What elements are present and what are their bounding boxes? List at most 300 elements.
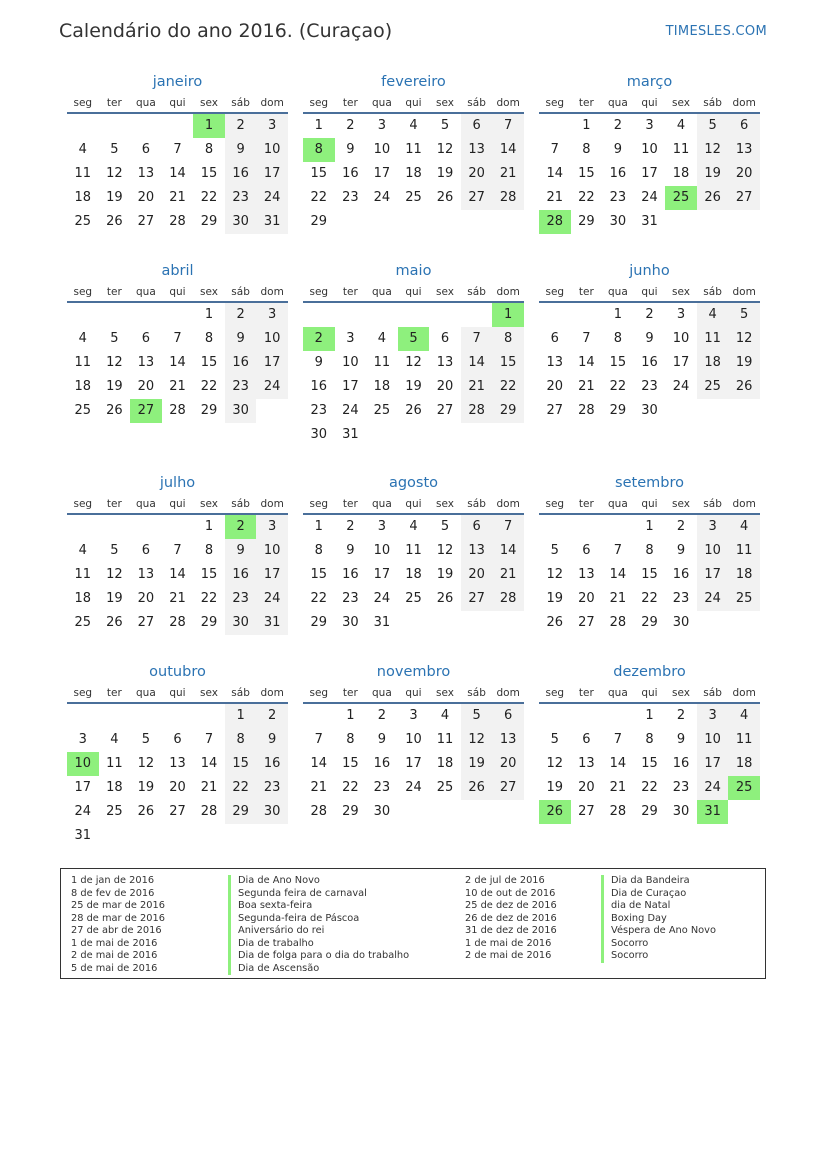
- day-cell: 6: [582, 543, 591, 558]
- day-cell: 23: [256, 776, 288, 800]
- day-cell: 2: [613, 118, 623, 133]
- day-cell: 9: [346, 543, 355, 558]
- month-name: novembro: [376, 664, 451, 680]
- day-cell: 17: [697, 563, 729, 587]
- day-cell: 20: [492, 752, 524, 776]
- day-cell: 8: [582, 142, 591, 157]
- day-cell: 3: [377, 118, 387, 133]
- day-cell: 14: [609, 567, 627, 582]
- week-row: [539, 375, 760, 399]
- empty-cell: [429, 303, 461, 327]
- day-cell: 5: [728, 303, 760, 327]
- weekday-label: ter: [342, 286, 358, 298]
- day-cell: 3: [676, 307, 686, 322]
- day-cell: 29: [200, 615, 218, 630]
- weekday-label: qui: [405, 286, 422, 298]
- week-row: [303, 539, 524, 563]
- empty-cell: [571, 515, 603, 539]
- day-cell: 22: [609, 379, 627, 394]
- day-cell: 7: [582, 331, 591, 346]
- day-cell: 5: [110, 142, 119, 157]
- weekday-label: sáb: [467, 97, 486, 109]
- day-cell: 18: [697, 351, 729, 375]
- day-cell: 10: [697, 539, 729, 563]
- day-cell: 6: [173, 732, 182, 747]
- month-maio: [303, 261, 524, 447]
- day-cell: 3: [78, 732, 87, 747]
- week-row: [67, 351, 288, 375]
- day-cell: 25: [405, 591, 422, 606]
- day-cell: 9: [225, 138, 257, 162]
- weekday-label: dom: [496, 687, 520, 699]
- day-cell: 2: [645, 307, 654, 322]
- day-cell: 10: [641, 142, 658, 157]
- week-row: [67, 824, 288, 848]
- holiday-legend: [60, 868, 766, 979]
- day-cell: 29: [200, 214, 218, 229]
- day-cell: 16: [310, 379, 328, 394]
- day-cell: 8: [204, 142, 214, 157]
- day-cell: 15: [200, 355, 218, 370]
- weekday-header: [67, 682, 288, 704]
- week-row: [539, 138, 760, 162]
- week-row: [67, 114, 288, 138]
- day-cell: 13: [137, 166, 155, 181]
- day-cell: 17: [342, 379, 359, 394]
- day-cell: 14: [609, 756, 627, 771]
- empty-cell: [697, 210, 729, 234]
- holiday-day-cell: 25: [665, 186, 697, 210]
- empty-cell: [398, 611, 430, 635]
- empty-cell: [303, 303, 335, 327]
- day-cell: 13: [578, 567, 595, 582]
- legend-holiday-name: Dia de trabalho: [228, 938, 409, 951]
- day-cell: 3: [409, 708, 418, 723]
- weekday-label: qua: [136, 286, 156, 298]
- day-cell: 3: [256, 303, 288, 327]
- empty-cell: [99, 704, 131, 728]
- day-cell: 16: [672, 567, 690, 582]
- empty-cell: [335, 303, 367, 327]
- weekday-label: sáb: [703, 687, 722, 699]
- empty-cell: [130, 824, 162, 848]
- day-cell: 13: [436, 355, 454, 370]
- day-cell: 11: [74, 355, 92, 370]
- day-cell: 15: [641, 756, 658, 771]
- day-cell: 7: [173, 331, 182, 346]
- week-row: [67, 162, 288, 186]
- empty-cell: [225, 824, 257, 848]
- empty-cell: [398, 303, 430, 327]
- site-link[interactable]: TIMESLES.COM: [665, 24, 767, 39]
- day-cell: 9: [676, 543, 686, 558]
- month-name: junho: [629, 263, 670, 279]
- day-cell: 13: [461, 539, 493, 563]
- weekday-label: ter: [106, 97, 122, 109]
- empty-cell: [67, 515, 99, 539]
- month-name: outubro: [149, 664, 206, 680]
- empty-cell: [99, 303, 131, 327]
- day-cell: 8: [314, 543, 323, 558]
- day-cell: 17: [697, 752, 729, 776]
- weekday-label: ter: [342, 97, 358, 109]
- week-row: [67, 186, 288, 210]
- day-cell: 22: [342, 780, 359, 795]
- day-cell: 26: [461, 776, 493, 800]
- empty-cell: [366, 210, 398, 234]
- day-cell: 14: [461, 351, 493, 375]
- legend-holiday-name: Segunda feira de carnaval: [228, 888, 409, 901]
- weekday-label: dom: [260, 498, 284, 510]
- week-row: [539, 563, 760, 587]
- week-row: [303, 776, 524, 800]
- day-cell: 5: [697, 114, 729, 138]
- day-cell: 2: [346, 519, 355, 534]
- day-cell: 26: [106, 214, 123, 229]
- day-cell: 24: [256, 587, 288, 611]
- day-cell: 17: [641, 166, 658, 181]
- weekday-label: seg: [309, 498, 329, 510]
- week-row: [539, 303, 760, 327]
- day-cell: 28: [461, 399, 493, 423]
- weekday-label: ter: [342, 687, 358, 699]
- day-cell: 7: [492, 515, 524, 539]
- week-row: [303, 138, 524, 162]
- day-cell: 29: [641, 804, 658, 819]
- weekday-label: dom: [496, 286, 520, 298]
- day-cell: 25: [728, 587, 760, 611]
- legend-holiday-name: Boxing Day: [601, 913, 716, 926]
- empty-cell: [130, 303, 162, 327]
- week-row: [539, 704, 760, 728]
- day-cell: 30: [373, 804, 391, 819]
- week-row: [539, 351, 760, 375]
- day-cell: 6: [461, 114, 493, 138]
- day-cell: 14: [169, 166, 186, 181]
- empty-cell: [67, 704, 99, 728]
- empty-cell: [398, 210, 430, 234]
- day-cell: 12: [106, 355, 123, 370]
- weekday-label: seg: [545, 498, 565, 510]
- day-cell: 24: [373, 190, 391, 205]
- day-cell: 16: [225, 162, 257, 186]
- day-cell: 5: [110, 543, 119, 558]
- month-name: abril: [161, 263, 194, 279]
- day-cell: 17: [405, 756, 422, 771]
- day-cell: 23: [342, 190, 359, 205]
- week-row: [67, 327, 288, 351]
- day-cell: 5: [440, 519, 450, 534]
- legend-holiday-name: Dia de Ascensão: [228, 963, 409, 976]
- day-cell: 16: [672, 756, 690, 771]
- weekday-header: [67, 92, 288, 114]
- day-cell: 24: [405, 780, 422, 795]
- day-cell: 29: [310, 214, 328, 229]
- day-cell: 31: [342, 427, 359, 442]
- day-cell: 12: [546, 567, 564, 582]
- day-cell: 2: [225, 114, 257, 138]
- day-cell: 19: [106, 190, 123, 205]
- day-cell: 3: [256, 515, 288, 539]
- weekday-label: qua: [608, 687, 628, 699]
- day-cell: 13: [546, 355, 564, 370]
- month-fevereiro: [303, 72, 524, 234]
- day-cell: 30: [225, 399, 257, 423]
- day-cell: 9: [314, 355, 323, 370]
- day-cell: 21: [609, 591, 627, 606]
- day-cell: 27: [728, 186, 760, 210]
- day-cell: 10: [342, 355, 359, 370]
- weekday-label: seg: [545, 286, 565, 298]
- empty-cell: [728, 800, 760, 824]
- day-cell: 8: [492, 327, 524, 351]
- month-name: agosto: [388, 475, 439, 491]
- month-name: março: [626, 74, 673, 90]
- day-cell: 6: [440, 331, 450, 346]
- day-cell: 4: [697, 303, 729, 327]
- legend-holiday-name: dia de Natal: [601, 900, 716, 913]
- empty-cell: [256, 399, 288, 423]
- empty-cell: [193, 824, 225, 848]
- weekday-label: dom: [732, 286, 756, 298]
- day-cell: 26: [546, 615, 564, 630]
- day-cell: 25: [697, 375, 729, 399]
- legend-date: 1 de jan de 2016: [71, 875, 155, 886]
- weekday-label: sex: [200, 97, 219, 109]
- empty-cell: [429, 423, 461, 447]
- weekday-label: ter: [106, 286, 122, 298]
- day-cell: 28: [609, 804, 627, 819]
- day-cell: 8: [204, 331, 214, 346]
- holiday-day-cell: 2: [303, 327, 335, 351]
- weekday-label: sáb: [703, 498, 722, 510]
- empty-cell: [571, 303, 603, 327]
- day-cell: 27: [578, 804, 595, 819]
- empty-cell: [602, 704, 634, 728]
- week-row: [67, 399, 288, 423]
- legend-right-names: [601, 875, 716, 963]
- day-cell: 11: [405, 543, 422, 558]
- day-cell: 10: [405, 732, 422, 747]
- day-cell: 23: [310, 403, 328, 418]
- weekday-label: qui: [169, 498, 186, 510]
- day-cell: 4: [728, 704, 760, 728]
- day-cell: 18: [436, 756, 454, 771]
- weekday-label: qua: [372, 97, 392, 109]
- day-cell: 13: [728, 138, 760, 162]
- day-cell: 19: [546, 780, 564, 795]
- week-row: [303, 587, 524, 611]
- holiday-day-cell: 5: [398, 327, 430, 351]
- day-cell: 31: [74, 828, 92, 843]
- day-cell: 1: [645, 708, 654, 723]
- day-cell: 8: [645, 732, 654, 747]
- empty-cell: [602, 515, 634, 539]
- day-cell: 4: [110, 732, 119, 747]
- day-cell: 31: [373, 615, 391, 630]
- empty-cell: [162, 824, 194, 848]
- day-cell: 30: [609, 214, 627, 229]
- day-cell: 2: [676, 519, 686, 534]
- weekday-label: ter: [342, 498, 358, 510]
- day-cell: 6: [582, 732, 591, 747]
- empty-cell: [728, 399, 760, 423]
- empty-cell: [162, 114, 194, 138]
- day-cell: 10: [256, 138, 288, 162]
- day-cell: 27: [169, 804, 186, 819]
- empty-cell: [697, 399, 729, 423]
- legend-date: 2 de jul de 2016: [465, 875, 545, 886]
- weekday-label: sex: [436, 97, 455, 109]
- day-cell: 11: [74, 567, 92, 582]
- month-março: [539, 72, 760, 234]
- day-cell: 11: [436, 732, 454, 747]
- month-name: maio: [395, 263, 432, 279]
- empty-cell: [99, 114, 131, 138]
- day-cell: 28: [169, 403, 186, 418]
- day-cell: 12: [436, 142, 454, 157]
- week-row: [303, 327, 524, 351]
- day-cell: 14: [310, 756, 328, 771]
- empty-cell: [130, 114, 162, 138]
- day-cell: 22: [641, 591, 658, 606]
- day-cell: 14: [578, 355, 595, 370]
- weekday-label: sáb: [231, 97, 250, 109]
- empty-cell: [162, 303, 194, 327]
- legend-date: 27 de abr de 2016: [71, 925, 162, 936]
- day-cell: 18: [74, 190, 92, 205]
- day-cell: 21: [609, 780, 627, 795]
- day-cell: 5: [141, 732, 151, 747]
- empty-cell: [461, 303, 493, 327]
- page-title: Calendário do ano 2016. (Curaçao): [59, 20, 393, 42]
- empty-cell: [366, 423, 398, 447]
- empty-cell: [398, 800, 430, 824]
- day-cell: 24: [672, 379, 690, 394]
- week-row: [303, 752, 524, 776]
- day-cell: 29: [492, 399, 524, 423]
- legend-date: 8 de fev de 2016: [71, 887, 155, 899]
- holiday-day-cell: 8: [303, 138, 335, 162]
- day-cell: 30: [225, 210, 257, 234]
- day-cell: 9: [225, 539, 257, 563]
- day-cell: 28: [609, 615, 627, 630]
- day-cell: 12: [106, 567, 123, 582]
- month-name: dezembro: [613, 664, 686, 680]
- day-cell: 6: [492, 704, 524, 728]
- day-cell: 20: [137, 379, 155, 394]
- day-cell: 21: [492, 563, 524, 587]
- empty-cell: [67, 303, 99, 327]
- day-cell: 26: [697, 186, 729, 210]
- weekday-label: ter: [578, 687, 594, 699]
- week-row: [539, 114, 760, 138]
- day-cell: 12: [728, 327, 760, 351]
- day-cell: 16: [342, 567, 359, 582]
- day-cell: 1: [346, 708, 355, 723]
- legend-holiday-name: Dia de Ano Novo: [228, 875, 409, 888]
- week-row: [303, 162, 524, 186]
- weekday-label: dom: [496, 97, 520, 109]
- day-cell: 27: [492, 776, 524, 800]
- day-cell: 10: [672, 331, 690, 346]
- day-cell: 20: [461, 162, 493, 186]
- day-cell: 12: [137, 756, 155, 771]
- legend-date: 1 de mai de 2016: [465, 937, 552, 949]
- empty-cell: [303, 704, 335, 728]
- day-cell: 13: [169, 756, 186, 771]
- empty-cell: [461, 800, 493, 824]
- month-name: julho: [159, 475, 196, 491]
- day-cell: 22: [225, 776, 257, 800]
- day-cell: 17: [373, 166, 391, 181]
- day-cell: 11: [697, 327, 729, 351]
- day-cell: 13: [137, 567, 155, 582]
- day-cell: 21: [169, 591, 186, 606]
- day-cell: 16: [373, 756, 391, 771]
- day-cell: 12: [461, 728, 493, 752]
- day-cell: 23: [672, 780, 690, 795]
- week-row: [67, 138, 288, 162]
- week-row: [303, 704, 524, 728]
- day-cell: 17: [256, 162, 288, 186]
- holiday-day-cell: 31: [697, 800, 729, 824]
- week-row: [67, 800, 288, 824]
- weekday-label: qui: [169, 687, 186, 699]
- day-cell: 11: [728, 539, 760, 563]
- day-cell: 9: [256, 728, 288, 752]
- empty-cell: [665, 210, 697, 234]
- empty-cell: [193, 704, 225, 728]
- empty-cell: [492, 210, 524, 234]
- day-cell: 20: [578, 591, 595, 606]
- day-cell: 23: [609, 190, 627, 205]
- day-cell: 7: [173, 142, 182, 157]
- empty-cell: [571, 704, 603, 728]
- day-cell: 21: [578, 379, 595, 394]
- empty-cell: [130, 704, 162, 728]
- weekday-label: sáb: [703, 97, 722, 109]
- month-janeiro: [67, 72, 288, 234]
- weekday-label: sáb: [231, 498, 250, 510]
- day-cell: 19: [436, 166, 454, 181]
- day-cell: 19: [137, 780, 155, 795]
- day-cell: 4: [728, 515, 760, 539]
- weekday-label: sáb: [703, 286, 722, 298]
- day-cell: 26: [405, 403, 422, 418]
- day-cell: 9: [676, 732, 686, 747]
- day-cell: 1: [204, 307, 214, 322]
- day-cell: 19: [546, 591, 564, 606]
- week-row: [67, 210, 288, 234]
- week-row: [67, 611, 288, 635]
- day-cell: 24: [256, 186, 288, 210]
- day-cell: 25: [74, 615, 92, 630]
- day-cell: 9: [377, 732, 387, 747]
- day-cell: 3: [697, 515, 729, 539]
- day-cell: 6: [728, 114, 760, 138]
- empty-cell: [429, 611, 461, 635]
- weekday-header: [539, 92, 760, 114]
- legend-holiday-name: Segunda-feira de Páscoa: [228, 913, 409, 926]
- weekday-label: sex: [436, 286, 455, 298]
- day-cell: 8: [346, 732, 355, 747]
- week-row: [67, 539, 288, 563]
- month-name: fevereiro: [381, 74, 446, 90]
- day-cell: 18: [672, 166, 690, 181]
- day-cell: 4: [409, 519, 418, 534]
- week-row: [539, 752, 760, 776]
